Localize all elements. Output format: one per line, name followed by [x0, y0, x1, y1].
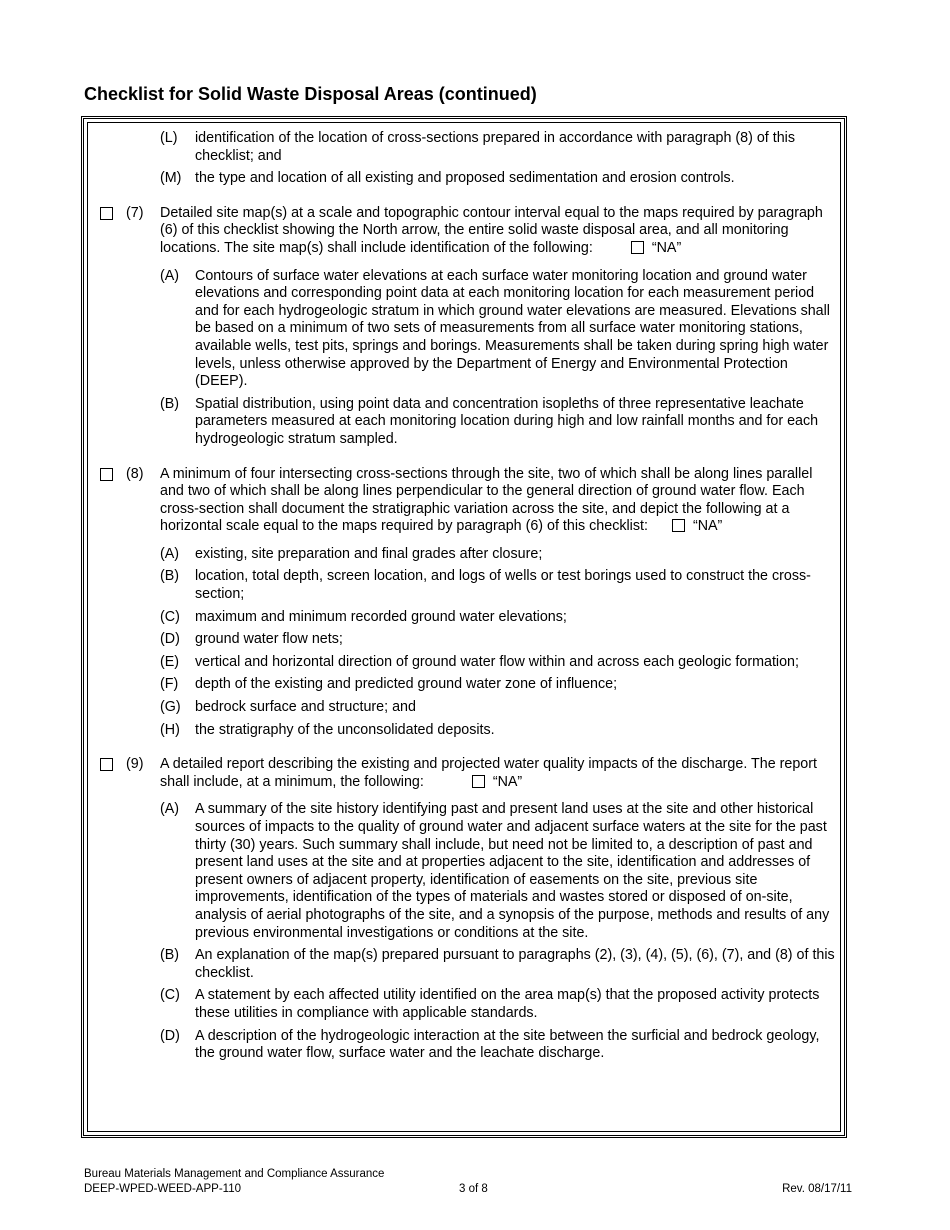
item-letter: (B) [160, 947, 180, 964]
item-text: vertical and horizontal direction of ground water flow within and across each geologic formation; [195, 653, 799, 670]
na-checkbox[interactable] [631, 241, 644, 254]
item-text: ground water flow nets; [195, 631, 343, 648]
item-text: depth of the existing and predicted ground water zone of influence; [195, 676, 618, 693]
list-item [98, 546, 838, 564]
item-letter: (B) [160, 568, 180, 585]
item-letter: (C) [160, 608, 180, 625]
item-text: An explanation of the map(s) prepared pursuant to paragraphs (2), (3), (4), (5), (6), (7), and (8) of this checklist. [195, 947, 835, 981]
paragraph-text: Detailed site map(s) at a scale and topographic contour interval equal to the maps required by paragraph (6) of this checklist showing the North arrow, the entire solid waste disposal area, and all monitoring locations. The site map(s) shall include identification of the following: [160, 204, 823, 256]
list-item [98, 676, 838, 694]
item-letter: (A) [160, 267, 180, 284]
na-checkbox[interactable] [472, 775, 485, 788]
na-option [472, 774, 522, 790]
item-text: bedrock surface and structure; and [195, 699, 416, 716]
na-checkbox[interactable] [672, 519, 685, 532]
item-letter: (H) [160, 721, 180, 738]
paragraph-9 [98, 756, 838, 791]
na-label: “NA” [651, 239, 682, 256]
footer-form-id: DEEP-WPED-WEED-APP-110 [84, 1183, 241, 1195]
item-letter: (A) [160, 545, 180, 562]
item-letter: (C) [160, 987, 180, 1004]
paragraph-number: (9) [126, 756, 144, 773]
item-text: maximum and minimum recorded ground water elevations; [195, 608, 567, 625]
item-text: the type and location of all existing and proposed sedimentation and erosion controls. [195, 170, 735, 187]
item-letter: (A) [160, 801, 180, 818]
item-letter: (D) [160, 1027, 180, 1044]
continued-items [98, 130, 838, 188]
paragraph-7 [98, 205, 838, 258]
list-item [98, 396, 838, 449]
list-item [98, 268, 838, 391]
item-text: the stratigraphy of the unconsolidated deposits. [195, 721, 495, 738]
na-label: “NA” [692, 518, 723, 535]
na-label: “NA” [492, 773, 523, 790]
na-option [672, 518, 722, 534]
item-letter: (D) [160, 631, 180, 648]
page-footer [84, 1167, 852, 1197]
item-letter: (G) [160, 699, 181, 716]
list-item [98, 699, 838, 717]
item-letter: (B) [160, 395, 180, 412]
list-item [98, 722, 838, 740]
page-title: Checklist for Solid Waste Disposal Areas (continued) [84, 84, 537, 104]
list-item [98, 609, 838, 627]
item-text: A summary of the site history identifying past and present land uses at the site and other historical sources of impacts to the quality of ground water and adjacent surface waters at the site for the past thirty (30) years. Such summary shall include, but need not be limited to, a description of past and present land uses at the site and at properties adjacent to the site, identification and addresses of present owners of adjacent property, identification of easements on the site, previous site improvements, identification of the types of materials and wastes stored or disposed of on-site, analysis of aerial photographs of the site, and a synopsis of the purpose, methods and results of any previous environmental investigations or conditions at the site. [195, 801, 830, 941]
paragraph-text: A detailed report describing the existing and projected water quality impacts of the discharge. The report shall include, at a minimum, the following: [160, 756, 817, 790]
list-item [98, 631, 838, 649]
paragraph-text: A minimum of four intersecting cross-sections through the site, two of which shall be along lines parallel and two of which shall be along lines perpendicular to the general direction of ground water flow. Each cross-section shall document the stratigraphic variation across the site, and depict the following at a horizontal scale equal to the maps required by paragraph (6) of this checklist: [160, 465, 813, 535]
footer-revision: Rev. 08/17/11 [782, 1183, 852, 1195]
paragraph-7-checkbox[interactable] [100, 207, 113, 220]
paragraph-8-checkbox[interactable] [100, 468, 113, 481]
paragraph-number: (8) [126, 465, 144, 482]
list-item [98, 987, 838, 1022]
na-option [631, 240, 681, 256]
list-item [98, 801, 838, 942]
item-text: Spatial distribution, using point data and concentration isopleths of three representative leachate parameters measured at each monitoring location during high and low rainfall months and for each hydrogeologic stratum sampled. [195, 395, 819, 447]
list-item [98, 568, 838, 603]
item-letter: (L) [160, 130, 178, 146]
paragraph-number: (7) [126, 204, 144, 221]
paragraph-9-checkbox[interactable] [100, 758, 113, 771]
checklist-content [98, 128, 838, 1063]
list-item [98, 130, 838, 165]
list-item [98, 654, 838, 672]
item-letter: (M) [160, 170, 182, 187]
item-letter: (E) [160, 653, 180, 670]
footer-bureau: Bureau Materials Management and Compliance Assurance [84, 1168, 385, 1180]
footer-page-number: 3 of 8 [459, 1183, 488, 1195]
list-item [98, 170, 838, 188]
item-text: A statement by each affected utility identified on the area map(s) that the proposed activity protects these utilities in compliance with applicable standards. [195, 987, 820, 1021]
item-text: identification of the location of cross-sections prepared in accordance with paragraph (8) of this checklist; and [195, 130, 796, 164]
item-text: Contours of surface water elevations at each surface water monitoring location and ground water elevations and corresponding point data at each monitoring location for each measurement period and for each hydrogeologic stratum in which ground water elevations are measured. Elevations shall be based on a minimum of two sets of measurements from all surface water monitoring stations, available wells, test pits, springs and borings. Measurements shall be taken during spring high water levels, unless otherwise approved by the Department of Energy and Environmental Protection (DEEP). [195, 267, 830, 390]
item-text: location, total depth, screen location, and logs of wells or test borings used to construct the cross-section; [195, 568, 811, 603]
paragraph-8 [98, 466, 838, 536]
list-item [98, 1028, 838, 1063]
item-letter: (F) [160, 676, 179, 693]
item-text: existing, site preparation and final grades after closure; [195, 545, 543, 562]
list-item [98, 947, 838, 982]
item-text: A description of the hydrogeologic interaction at the site between the surficial and bedrock geology, the ground water flow, surface water and the leachate discharge. [195, 1027, 820, 1062]
